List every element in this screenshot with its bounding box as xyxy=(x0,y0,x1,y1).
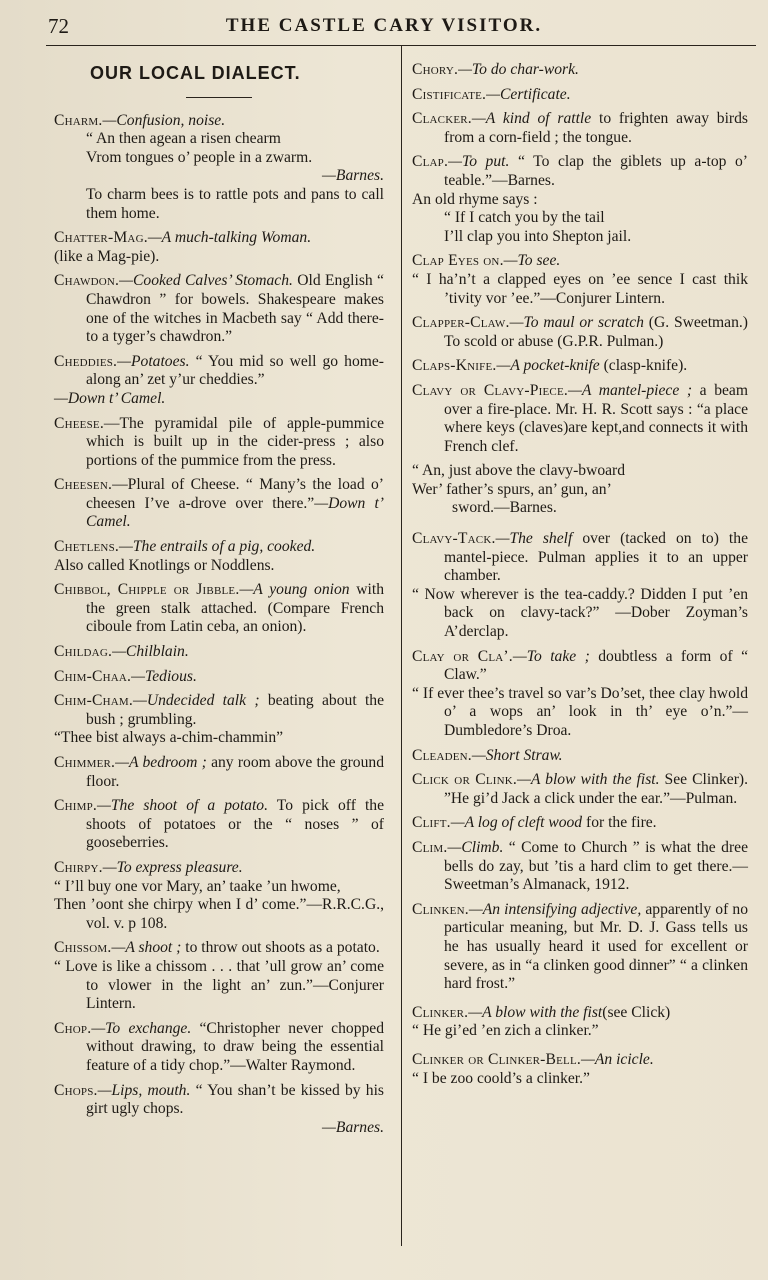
entry-clinker xyxy=(412,1004,748,1041)
entry-chetlens xyxy=(54,538,384,575)
definition: —The shelf xyxy=(495,530,573,548)
right-column xyxy=(412,61,748,1094)
headword: Chops. xyxy=(54,1081,98,1099)
entry-cheddies xyxy=(54,353,384,409)
headword: Clinker. xyxy=(412,1003,469,1021)
body-text: (like a Mag-pie). xyxy=(54,247,160,265)
body-text: “ To clap the giblets up a-top o’ teable.”—Barnes. xyxy=(444,153,748,189)
definition: —To do char-work. xyxy=(458,61,579,78)
quote: “ If ever thee’s travel so var’s Do’set, thee clay hwold o’ a wops an’ look in th’ eye o’n.”—Dumbledore’s Droa. xyxy=(412,684,748,739)
entry-clacker xyxy=(412,110,748,147)
quote: “ Now wherever is the tea-caddy.? Didden I put ’en back on clavy-tack?” —Dober Zoyman’s A’derclap. xyxy=(412,585,748,641)
definition: —Potatoes. xyxy=(117,352,190,370)
headword: Click or Clink. xyxy=(412,771,518,789)
entry-clap xyxy=(412,153,748,246)
definition: —A much-talking Woman. xyxy=(147,229,312,247)
entry-cistificate xyxy=(412,86,748,105)
headword: Cistificate. xyxy=(412,85,487,103)
entry-chop xyxy=(54,1020,384,1076)
headword: Clavy or Clavy-Piece. xyxy=(412,381,568,399)
entry-chim-cham xyxy=(54,692,384,748)
headword: Clapper-Claw. xyxy=(412,314,510,332)
source: —Barnes. xyxy=(322,1118,384,1136)
headword: Clinken. xyxy=(412,900,469,918)
headword: Clim. xyxy=(412,838,448,856)
entry-chibbol xyxy=(54,581,384,637)
definition: —A blow with the fist xyxy=(468,1003,603,1021)
definition: —A blow with the fist. xyxy=(517,771,660,789)
definition: —A shoot ; xyxy=(111,939,182,957)
definition: —A pocket-knife xyxy=(496,357,600,375)
definition: —A young onion xyxy=(239,581,350,599)
body-text: “ Come to Church ” is what the dree bells do zay, but ’tis a hard clim to get there.—Sweetman’s Almanack, 1912. xyxy=(444,838,748,894)
note: An old rhyme says : xyxy=(412,190,538,208)
definition: —Cooked Calves’ Stomach. xyxy=(119,272,293,290)
body-text: “ You mid so well go home-along an’ zet y’ur cheddies.” xyxy=(86,352,384,389)
section-heading: OUR LOCAL DIALECT. xyxy=(90,63,301,83)
entry-cleaden xyxy=(412,747,748,766)
body-text: apparently of no particular meaning, but Mr. D. J. Gass tells us he has usually heard it used for excellent or severe, as in “a clinken good dinner” “ a clinken hard frost.” xyxy=(444,900,749,993)
body-text: Old English “ Chawdron ” for bowels. Shakespeare makes one of the witches in Macbeth say “ Add there-to a tyger’s chawdron.” xyxy=(86,272,384,346)
headword: Chibbol, Chipple or Jibble. xyxy=(54,581,240,599)
entry-charm xyxy=(54,112,384,224)
headword: Chim-Chaa. xyxy=(54,667,132,685)
definition: —Undecided talk ; xyxy=(132,692,260,710)
note: To charm bees is to rattle pots and pans to call them home. xyxy=(86,185,384,222)
quote-line: “ An then agean a risen chearm xyxy=(86,130,281,148)
headword: Chop. xyxy=(54,1019,92,1037)
definition: —Chilblain. xyxy=(112,643,189,661)
left-column xyxy=(54,60,384,1143)
quote: “ I ha’n’t a clapped eyes on ’ee sence I cast thik ’tivity vor ’ee.”—Conjurer Lintern. xyxy=(412,270,748,307)
definition: —An icicle. xyxy=(580,1050,654,1068)
body-text: —Plural of Cheese. “ Many’s the load o’ cheesen I’ve a-drove over there.” xyxy=(86,476,384,512)
entry-chawdon xyxy=(54,272,384,346)
entry-clap-eyes-on xyxy=(412,252,748,308)
entry-clapper-claw xyxy=(412,314,748,351)
headword: Clap. xyxy=(412,153,449,171)
body-text: Also called Knotlings or Noddlens. xyxy=(54,556,275,574)
quote-line: “ If I catch you by the tail xyxy=(444,209,605,227)
definition: —A bedroom ; xyxy=(115,754,207,771)
headword: Claps-Knife. xyxy=(412,357,497,375)
body-text: “ You shan’t be kissed by his girt ugly chops. xyxy=(86,1081,385,1118)
definition: —To exchange. xyxy=(91,1019,192,1037)
running-title: THE CASTLE CARY VISITOR. xyxy=(225,15,543,36)
definition: —The shoot of a potato. xyxy=(97,797,268,815)
definition: —To take ; xyxy=(512,647,590,665)
definition: —The entrails of a pig, cooked. xyxy=(118,538,316,556)
headword: Clap Eyes on. xyxy=(412,252,504,270)
headword: Chawdon. xyxy=(54,272,120,290)
headword: Cheese. xyxy=(54,414,104,432)
body-text: with the green stalk attached. (Compare French ciboule from Latin ceba, an onion). xyxy=(86,581,384,636)
headword: Cheesen. xyxy=(54,476,113,494)
headword: Charm. xyxy=(54,111,103,129)
body-text: (clasp-knife). xyxy=(599,357,688,375)
heading-rule xyxy=(186,97,252,98)
headword: Childag. xyxy=(54,643,113,661)
quote: “ He gi’ed ’en zich a clinker.” xyxy=(412,1022,599,1040)
quote-line: “ I’ll buy one vor Mary, an’ taake ’un hwome, xyxy=(54,877,341,895)
headword: Chatter-Mag. xyxy=(54,229,148,247)
definition: —Confusion, noise. xyxy=(102,111,226,129)
quote-line: sword.—Barnes. xyxy=(452,499,557,517)
definition: —A mantel-piece ; xyxy=(567,381,693,399)
definition: —To see. xyxy=(503,252,561,270)
quote-line: “ An, just above the clavy-bwoard xyxy=(412,462,626,480)
definition: —To maul or scratch xyxy=(509,314,644,332)
definition: —Lips, mouth. xyxy=(97,1081,191,1099)
entry-claps-knife xyxy=(412,357,748,376)
source: —Down t’ Camel. xyxy=(54,389,166,407)
entry-clift xyxy=(412,814,748,833)
body-text: (see Click) xyxy=(602,1003,671,1021)
headword: Chim-Cham. xyxy=(54,692,133,710)
definition: —Short Straw. xyxy=(471,746,563,764)
body-text: (G. Sweetman.) To scold or abuse (G.P.R. Pulman.) xyxy=(444,314,748,350)
quote-line: Then ’oont she chirpy when I d’ come.”—R.R.C.G., vol. v. p 108. xyxy=(54,896,384,932)
definition: —Tedious. xyxy=(131,667,197,685)
body-text: doubtless a form of “ Claw.” xyxy=(444,647,748,684)
body-text: “Christopher never chopped without drawing, to draw being the essential feature of a tidy chop.”—Walter Raymond. xyxy=(86,1019,385,1074)
body-text: a beam over a fire-place. Mr. H. R. Scott says : “a place where keys (claves)are kept,and connects it with French clef. xyxy=(444,381,748,455)
headword: Chimmer. xyxy=(54,754,116,771)
body-text: any room above the ground floor. xyxy=(86,754,384,790)
definition: —An intensifying adjective, xyxy=(468,900,642,918)
headword: Chissom. xyxy=(54,939,112,957)
definition: —To express pleasure. xyxy=(102,858,243,876)
body-text: to frighten away birds from a corn-field ; the tongue. xyxy=(444,110,748,146)
definition: —Climb. xyxy=(447,838,504,856)
definition: —Certificate. xyxy=(486,85,571,103)
body-text: —The pyramidal pile of apple-pummice which is built up in the cider-press ; also portions of the pummice from the press. xyxy=(86,414,384,469)
column-rule xyxy=(401,46,402,1246)
entry-clim xyxy=(412,839,748,895)
entry-clay xyxy=(412,648,748,741)
source: —Barnes. xyxy=(322,167,384,185)
entry-chimp xyxy=(54,797,384,853)
entry-chory xyxy=(412,61,748,80)
entry-chops xyxy=(54,1082,384,1138)
headword: Cleaden. xyxy=(412,746,472,764)
definition: —To put. xyxy=(448,153,510,171)
entry-chissom xyxy=(54,939,384,1013)
headword: Chimp. xyxy=(54,797,98,815)
headword: Clacker. xyxy=(412,110,472,128)
entry-click xyxy=(412,771,748,808)
body-text: To pick off the shoots of potatoes or the “ noses ” of gooseberries. xyxy=(86,797,384,852)
definition: —A log of cleft wood xyxy=(450,814,583,832)
entry-clavy-tack xyxy=(412,530,748,642)
entry-clinken xyxy=(412,901,748,994)
entry-childag xyxy=(54,643,384,662)
quote: “ Love is like a chissom . . . that ’ull grow an’ come to vlower in the light an’ zun.”—Conjurer Lintern. xyxy=(54,957,384,1013)
definition: —A kind of rattle xyxy=(471,110,592,128)
headword: Chetlens. xyxy=(54,538,119,556)
entry-cheesen xyxy=(54,476,384,532)
headword: Clift. xyxy=(412,814,451,832)
entry-cheese xyxy=(54,415,384,471)
page-number: 72 xyxy=(48,14,69,38)
quote: “ I be zoo coold’s a clinker.” xyxy=(412,1069,590,1087)
body-text: over (tacked on to) the mantel-piece. Pulman applies it to an upper chamber. xyxy=(444,530,748,585)
body-text: for the fire. xyxy=(582,814,657,832)
entry-clavy xyxy=(412,382,748,518)
source: —Down t’ Camel. xyxy=(86,494,384,531)
entry-clinker-bell xyxy=(412,1051,748,1088)
quote-line: Wer’ father’s spurs, an’ gun, an’ xyxy=(412,480,612,498)
quote-line: I’ll clap you into Shepton jail. xyxy=(444,227,632,245)
headword: Clay or Cla’. xyxy=(412,647,513,665)
entry-chimmer xyxy=(54,754,384,791)
body-text: to throw out shoots as a potato. xyxy=(181,939,380,957)
body-text: See Clinker). ”He gi’d Jack a click under the ear.”—Pulman. xyxy=(444,771,748,807)
quote: “Thee bist always a-chim-chammin” xyxy=(54,729,284,747)
headword: Chirpy. xyxy=(54,858,103,876)
entry-chatter-mag xyxy=(54,229,384,266)
entry-chirpy xyxy=(54,859,384,933)
headword: Clinker or Clinker-Bell. xyxy=(412,1050,581,1068)
headword: Chory. xyxy=(412,61,459,78)
entry-chim-chaa xyxy=(54,668,384,687)
quote-line: Vrom tongues o’ people in a zwarm. xyxy=(86,148,313,166)
body-text: beating about the bush ; grumbling. xyxy=(86,692,384,728)
headword: Clavy-Tack. xyxy=(412,530,496,548)
headword: Cheddies. xyxy=(54,352,118,370)
